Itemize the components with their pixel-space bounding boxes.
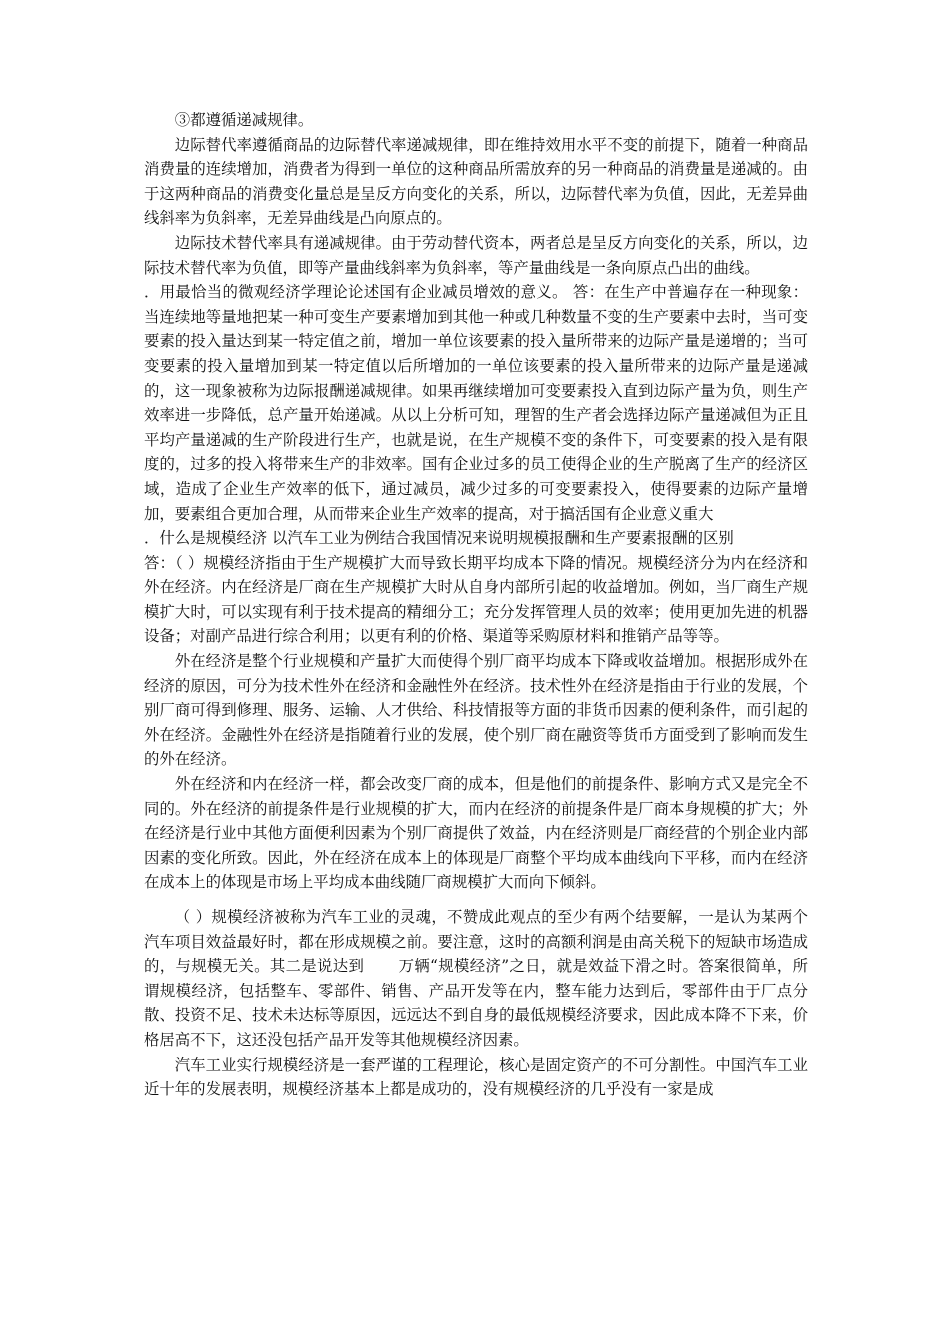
paragraph: 边际技术替代率具有递减规律。由于劳动替代资本，两者总是呈反方向变化的关系，所以，边际技术替代率为负值，即等产量曲线斜率为负斜率，等产量曲线是一条向原点凸出的曲线。	[144, 233, 808, 277]
paragraph: 外在经济是整个行业规模和产量扩大而使得个别厂商平均成本下降或收益增加。根据形成外在经济的原因，可分为技术性外在经济和金融性外在经济。技术性外在经济是指由于行业的发展，个别厂商可得到修理、服务、运输、人才供给、科技情报等方面的非货币因素的便利条件，而引起的外在经济。金融性外在经济是指随着行业的发展，使个别厂商在融资等货币方面受到了影响而发生的外在经济。	[144, 652, 808, 769]
paragraph: 外在经济和内在经济一样，都会改变厂商的成本，但是他们的前提条件、影响方式又是完全不同的。外在经济的前提条件是行业规模的扩大，而内在经济的前提条件是厂商本身规模的扩大；外在经济是行业中其他方面便利因素为个别厂商提供了效益，内在经济则是厂商经营的个别企业内部因素的变化所致。因此，外在经济在成本上的体现是厂商整个平均成本曲线向下平移，而内在经济在成本上的体现是市场上平均成本曲线随厂商规模扩大而向下倾斜。	[144, 775, 808, 892]
document-page	[144, 108, 808, 1102]
paragraph: 边际替代率遵循商品的边际替代率递减规律，即在维持效用水平不变的前提下，随着一种商品消费量的连续增加，消费者为得到一单位的这种商品所需放弃的另一种商品的消费量是递减的。由于这两种商品的消费变化量总是呈反方向变化的关系，所以，边际替代率为负值，因此，无差异曲线斜率为负斜率，无差异曲线是凸向原点的。	[144, 135, 808, 228]
answer-paragraph: 答：（ ）规模经济指由于生产规模扩大而导致长期平均成本下降的情况。规模经济分为内在经济和外在经济。内在经济是厂商在生产规模扩大时从自身内部所引起的收益增加。例如，当厂商生产规模扩大时，可以实现有利于技术提高的精细分工；充分发挥管理人员的效率；使用更加先进的机器设备；对副产品进行综合利用；以更有利的价格、渠道等采购原材料和推销产品等等。	[144, 553, 808, 646]
question-heading: ．什么是规模经济 以汽车工业为例结合我国情况来说明规模报酬和生产要素报酬的区别	[144, 529, 734, 548]
paragraph: 汽车工业实行规模经济是一套严谨的工程理论，核心是固定资产的不可分割性。中国汽车工业近十年的发展表明，规模经济基本上都是成功的，没有规模经济的几乎没有一家是成	[144, 1055, 808, 1099]
paragraph-part: 万辆“规模经济”之日，就是效益下滑之时。答案很简单，所谓规模经济，包括整车、零部件、销售、产品开发等在内，整车能力达到后，零部件由于厂点分散、投资不足、技术未达标等原因，远远达不到自身的最低规模经济要求，因此成本降不下来，价格居高不下，这还没包括产品开发等其他规模经济因素。	[144, 957, 808, 1049]
question-paragraph: ．用最恰当的微观经济学理论论述国有企业减员增效的意义。 答：在生产中普遍存在一种现象：当连续地等量地把某一种可变生产要素增加到其他一种或几种数量不变的生产要素中去时，当可变要素的投入量达到某一特定值之前，增加一单位该要素的投入量所带来的边际产量是递增的；当可变要素的投入量增加到某一特定值以后所增加的一单位该要素的投入量所带来的边际产量是递减的，这一现象被称为边际报酬递减规律。如果再继续增加可变要素投入直到边际产量为负，则生产效率进一步降低，总产量开始递减。从以上分析可知，理智的生产者会选择边际产量递减但为正且平均产量递减的生产阶段进行生产，也就是说，在生产规模不变的条件下，可变要素的投入是有限度的，过多的投入将带来生产的非效率。国有企业过多的员工使得企业的生产脱离了生产的经济区域，造成了企业生产效率的低下，通过减员，减少过多的可变要素投入，使得要素的边际产量增加，要素组合更加合理，从而带来企业生产效率的提高，对于搞活国有企业意义重大	[144, 283, 808, 523]
paragraph-part: （ ）规模经济被称为汽车工业的灵魂，不赞成此观点的至少有两个结要解，一是认为某两个汽车项目效益最好时，都在形成规模之前。要注意，这时的高额利润是由高关税下的短缺市场造成的，与规模无关。其二是说达到	[144, 908, 808, 976]
paragraph	[144, 905, 808, 1053]
paragraph: ③都遵循递减规律。	[174, 111, 314, 129]
